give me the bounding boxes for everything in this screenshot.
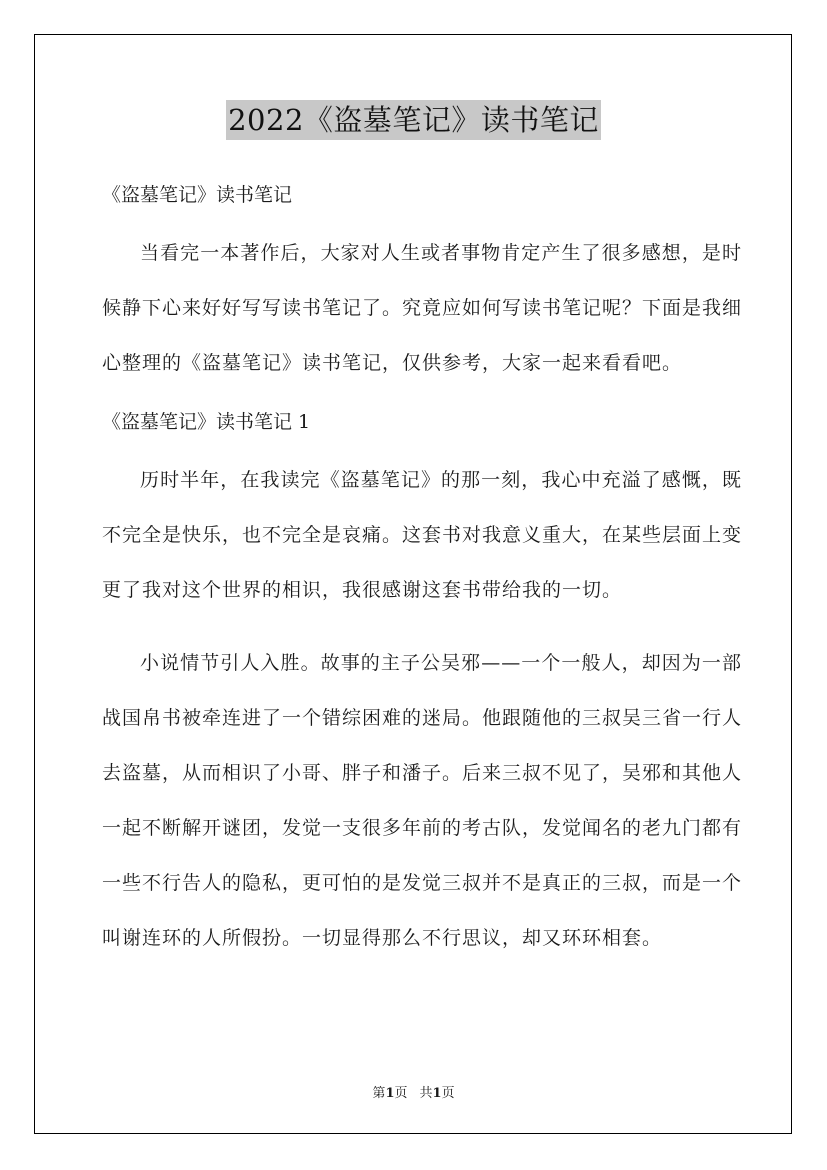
section-heading-intro: 《盗墓笔记》读书笔记 xyxy=(102,184,293,206)
total-pages: 1 xyxy=(432,1086,442,1101)
page-footer xyxy=(0,1082,827,1101)
body-paragraph: 历时半年，在我读完《盗墓笔记》的那一刻，我心中充溢了感慨，既不完全是快乐，也不完全是哀痛。这套书对我意义重大，在某些层面上变更了我对这个世界的相识，我很感谢这套书带给我的一切。 xyxy=(102,469,743,601)
intro-paragraph: 当看完一本著作后，大家对人生或者事物肯定产生了很多感想，是时候静下心来好好写写读书笔记了。究竟应如何写读书笔记呢？下面是我细心整理的《盗墓笔记》读书笔记，仅供参考，大家一起来看看吧。 xyxy=(102,242,743,374)
document-body xyxy=(102,176,742,966)
total-pages-prefix: 共 xyxy=(419,1086,433,1101)
body-paragraph: 小说情节引人入胜。故事的主子公吴邪——一个一般人，却因为一部战国帛书被牵连进了一个错综困难的迷局。他跟随他的三叔吴三省一行人去盗墓，从而相识了小哥、胖子和潘子。后来三叔不见了，吴邪和其他人一起不断解开谜团，发觉一支很多年前的考古队，发觉闻名的老九门都有一些不行告人的隐私，更可怕的是发觉三叔并不是真正的三叔，而是一个叫谢连环的人所假扮。一切显得那么不行思议，却又环环相套。 xyxy=(102,652,743,949)
document-title: 2022《盗墓笔记》读书笔记 xyxy=(226,100,601,140)
total-pages-suffix: 页 xyxy=(441,1086,455,1101)
section-heading-note-1: 《盗墓笔记》读书笔记 1 xyxy=(102,411,311,433)
page-number-suffix: 页 xyxy=(394,1086,408,1101)
page-number-prefix: 第 xyxy=(372,1086,386,1101)
page-number: 1 xyxy=(385,1086,395,1101)
title-container xyxy=(0,100,827,140)
